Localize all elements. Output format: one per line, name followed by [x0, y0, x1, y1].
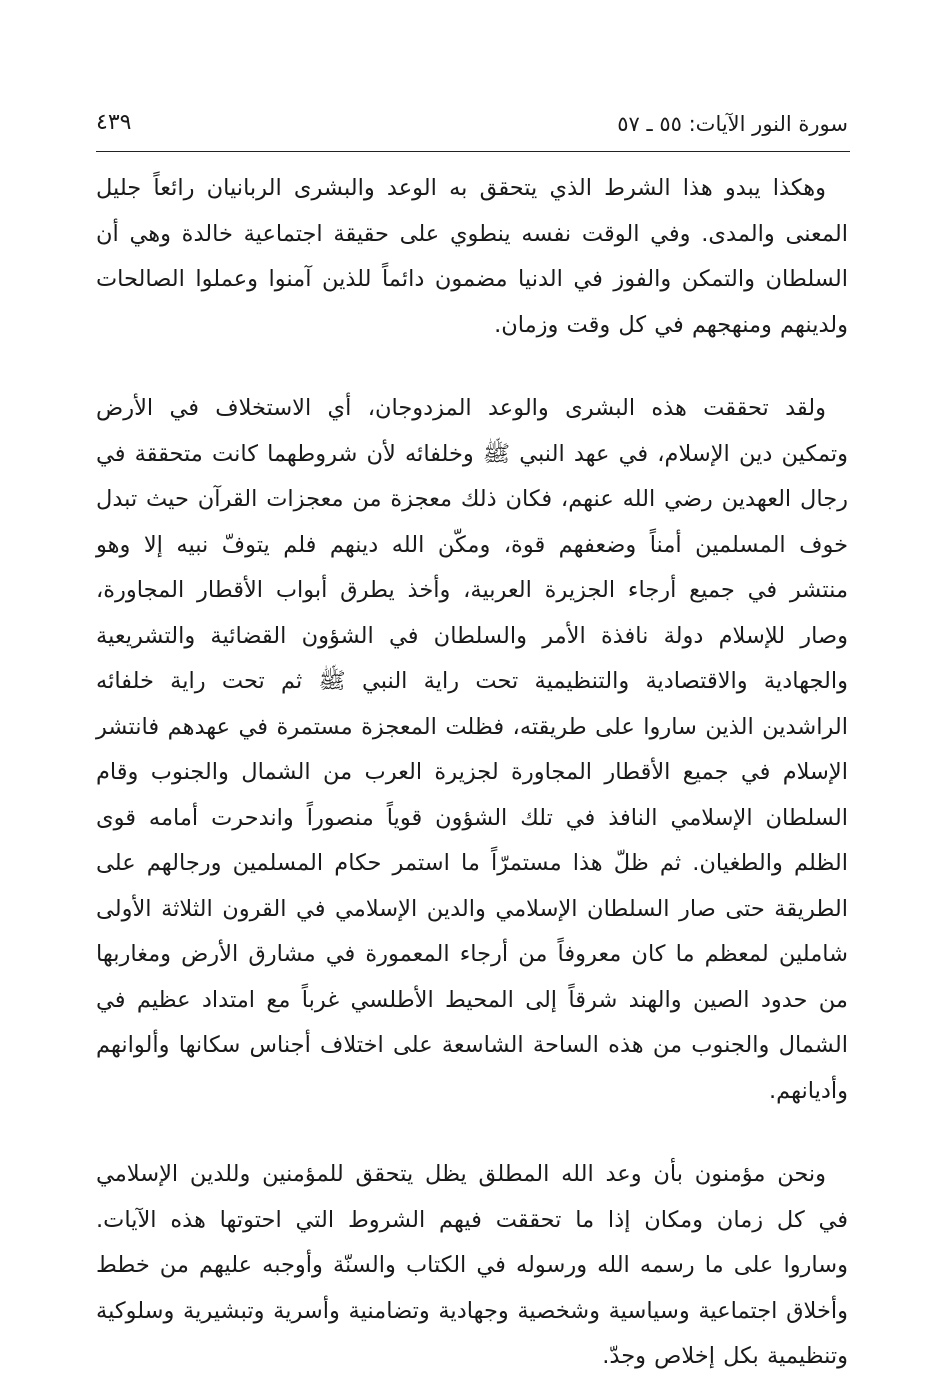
- header-divider: [96, 151, 850, 152]
- paragraph-1: وهكذا يبدو هذا الشرط الذي يتحقق به الوعد والبشرى الربانيان رائعاً جليل المعنى والمدى. وفي الوقت نفسه ينطوي على حقيقة اجتماعية خالدة وهي أن السلطان والتمكن والفوز في الدنيا مضمون دائماً للذين آمنوا وعملوا الصالحات ولدينهم ومنهجهم في كل وقت وزمان.: [96, 175, 848, 338]
- running-title: سورة النور الآيات: ٥٥ ـ ٥٧: [617, 112, 848, 136]
- paragraph-3: ونحن مؤمنون بأن وعد الله المطلق يظل يتحقق للمؤمنين وللدين الإسلامي في كل زمان ومكان إذا ما تحققت فيهم الشروط التي احتوتها هذه الآيات. وساروا على ما رسمه الله ورسوله في الكتاب والسنّة وأوجبه عليهم من خطط وأخلاق اجتماعية وسياسية وشخصية وجهادية وتضامنية وأسرية وتبشيرية وسلوكية وتنظيمية بكل إخلاص وجدّ.: [96, 1161, 848, 1369]
- paragraph-2: ولقد تحققت هذه البشرى والوعد المزدوجان، أي الاستخلاف في الأرض وتمكين دين الإسلام، في عهد النبي ﷺ وخلفائه لأن شروطهما كانت متحققة في رجال العهدين رضي الله عنهم، فكان ذلك معجزة من معجزات القرآن حيث تبدل خوف المسلمين أمناً وضعفهم قوة، ومكّن الله دينهم فلم يتوفّ نبيه إلا وهو منتشر في جميع أرجاء الجزيرة العربية، وأخذ يطرق أبواب الأقطار المجاورة، وصار للإسلام دولة نافذة الأمر والسلطان في الشؤون القضائية والتشريعية والجهادية والاقتصادية والتنظيمية تحت راية النبي ﷺ ثم تحت راية خلفائه الراشدين الذين ساروا على طريقته، فظلت المعجزة مستمرة في عهدهم فانتشر الإسلام في جميع الأقطار المجاورة لجزيرة العرب من الشمال والجنوب وقام السلطان الإسلامي النافذ في تلك الشؤون قوياً منصوراً واندحرت أمامه قوى الظلم والطغيان. ثم ظلّ هذا مستمرّاً ما استمر حكام المسلمين ورجالهم على الطريقة حتى صار السلطان الإسلامي والدين الإسلامي في القرون الثلاثة الأولى شاملين لمعظم ما كان معروفاً من أرجاء المعمورة في مشارق الأرض ومغاربها من حدود الصين والهند شرقاً إلى المحيط الأطلسي غرباً مع امتداد عظيم في الشمال والجنوب من هذه الساحة الشاسعة على اختلاف أجناس سكانها وألوانهم وأديانهم.: [96, 395, 848, 1104]
- body-text: [96, 166, 848, 1380]
- page-header: [96, 108, 848, 148]
- page-number: ٤٣٩: [96, 110, 132, 135]
